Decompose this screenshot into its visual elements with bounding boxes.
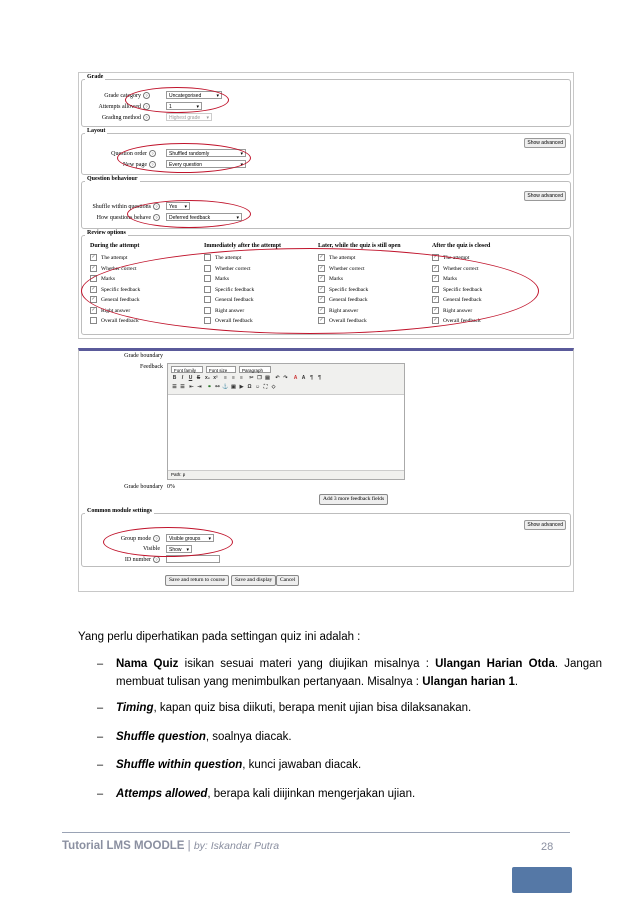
review-option-label: The attempt <box>215 254 242 261</box>
checkbox[interactable]: ✓ <box>319 286 324 292</box>
common-module-settings-section <box>81 508 571 567</box>
review-option-label: Specific feedback <box>329 286 369 293</box>
group-mode-label: Group mode ? <box>90 535 160 542</box>
chevron-down-icon: ▾ <box>186 547 189 553</box>
subscript-icon[interactable]: x₂ <box>204 375 210 381</box>
checkbox[interactable]: ✓ <box>91 276 96 281</box>
checkbox[interactable] <box>204 296 211 303</box>
help-icon[interactable]: ? <box>149 161 156 168</box>
italic-icon[interactable]: I <box>181 375 184 381</box>
html-source-icon[interactable]: ◇ <box>271 384 276 390</box>
checkbox[interactable]: ✓ <box>91 286 96 292</box>
review-option-label: General feedback <box>329 296 368 303</box>
review-option-label: Whether correct <box>329 265 365 272</box>
help-icon[interactable]: ? <box>153 556 160 563</box>
review-column-heading: During the attempt <box>90 243 140 249</box>
review-option-item[interactable] <box>204 307 244 314</box>
attempts-allowed-select[interactable]: 1 ▾ <box>166 102 202 110</box>
cut-icon[interactable]: ✂ <box>249 375 254 381</box>
checkbox[interactable]: ✓ <box>91 265 96 271</box>
review-option-item[interactable] <box>318 286 368 293</box>
save-display-button[interactable]: Save and display <box>231 575 276 586</box>
review-option-label: Specific feedback <box>215 286 255 293</box>
checkbox[interactable]: ✓ <box>433 307 438 313</box>
help-icon[interactable]: ? <box>143 103 150 110</box>
redo-icon[interactable]: ↷ <box>283 375 288 381</box>
link-icon[interactable]: ⚭ <box>207 384 212 390</box>
numbered-list-icon[interactable]: ☰ <box>180 384 185 390</box>
bullet-dash: – <box>97 759 104 771</box>
bullet-nama-quiz-line2: membuat tulisan yang menimbulkan pertanyaan. Misalnya : Ulangan harian 1. <box>116 676 519 688</box>
checkbox[interactable]: ✓ <box>433 286 438 292</box>
review-option-label: Marks <box>215 275 230 282</box>
review-option-item[interactable] <box>432 275 457 282</box>
review-option-item[interactable] <box>204 254 241 261</box>
bold-icon[interactable]: B <box>172 375 177 381</box>
paste-icon[interactable]: ▤ <box>265 375 270 381</box>
review-option-item[interactable] <box>318 254 355 261</box>
review-option-item[interactable] <box>432 286 482 293</box>
checkbox[interactable]: ✓ <box>433 297 438 302</box>
editor-path: Path: p <box>168 470 404 479</box>
review-column-heading: After the quiz is closed <box>432 243 491 249</box>
bullet-timing: Timing, kapan quiz bisa diikuti, berapa menit ujian bisa dilaksanakan. <box>116 702 472 714</box>
footer-divider <box>62 832 570 833</box>
review-option-item[interactable] <box>204 265 251 272</box>
review-option-item[interactable] <box>318 296 368 303</box>
chevron-down-icon: ▾ <box>216 93 219 99</box>
review-option-item[interactable] <box>90 317 139 324</box>
font-family-select[interactable]: Font family <box>171 366 203 373</box>
chevron-down-icon: ▾ <box>236 215 239 221</box>
review-options-section <box>81 230 571 335</box>
emoticon-icon[interactable]: ☺ <box>254 384 261 390</box>
checkbox[interactable]: ✓ <box>91 307 96 313</box>
help-icon[interactable]: ? <box>153 203 160 210</box>
shuffle-within-select[interactable]: Yes ▾ <box>166 202 190 210</box>
show-advanced-button[interactable]: Show advanced <box>524 138 566 148</box>
review-option-item[interactable] <box>204 275 229 282</box>
fullscreen-icon[interactable]: ⛶ <box>263 384 268 390</box>
indent-icon[interactable]: ⇥ <box>197 384 202 390</box>
intro-paragraph: Yang perlu diperhatikan pada settingan quiz ini adalah : <box>78 631 361 643</box>
align-center-icon[interactable]: ≡ <box>232 375 235 381</box>
grade-category-label: Grade category ? <box>90 92 150 99</box>
how-questions-behave-label: How questions behave ? <box>90 214 160 221</box>
grade-section <box>81 74 571 127</box>
ltr-icon[interactable]: ¶ <box>310 375 313 381</box>
layout-legend: Layout <box>87 128 106 134</box>
checkbox[interactable]: ✓ <box>433 265 438 271</box>
grading-method-label: Grading method ? <box>90 114 150 121</box>
question-order-label: Question order ? <box>90 150 156 157</box>
chevron-down-icon: ▾ <box>208 536 211 542</box>
checkbox[interactable] <box>204 254 211 261</box>
chevron-down-icon: ▾ <box>206 115 209 121</box>
new-page-label: New page ? <box>90 161 156 168</box>
checkbox[interactable]: ✓ <box>433 318 438 323</box>
common-module-settings-legend: Common module settings <box>87 508 153 514</box>
attempts-allowed-label: Attempts allowed ? <box>90 103 150 110</box>
chevron-down-icon: ▾ <box>196 104 199 110</box>
footer-title: Tutorial LMS MOODLE | by: Iskandar Putra <box>62 840 280 852</box>
cancel-button[interactable]: Cancel <box>276 575 299 586</box>
media-icon[interactable]: ▶ <box>239 384 244 390</box>
text-color-icon[interactable]: A <box>293 375 298 381</box>
bullet-dash: – <box>97 731 104 743</box>
font-size-select[interactable]: Font size <box>206 366 236 373</box>
copy-icon[interactable]: ❐ <box>257 375 262 381</box>
review-option-item[interactable] <box>204 317 253 324</box>
review-option-label: Overall feedback <box>329 317 367 324</box>
review-options-legend: Review options <box>87 230 126 236</box>
review-column-heading: Immediately after the attempt <box>204 243 282 249</box>
review-option-label: Overall feedback <box>101 317 139 324</box>
review-option-item[interactable] <box>432 307 472 314</box>
review-option-label: General feedback <box>101 296 140 303</box>
help-icon[interactable]: ? <box>153 535 160 542</box>
review-option-label: Right answer <box>101 307 131 314</box>
feedback-editor[interactable] <box>167 363 405 480</box>
bullet-list-icon[interactable]: ☰ <box>172 384 177 390</box>
page-corner-tab <box>512 867 572 893</box>
grading-method-select[interactable]: Highest grade ▾ <box>166 113 212 121</box>
how-questions-behave-select[interactable]: Deferred feedback ▾ <box>166 213 242 221</box>
quiz-settings-screenshot <box>78 72 574 339</box>
new-page-select[interactable]: Every question ▾ <box>166 160 246 168</box>
save-return-button[interactable]: Save and return to course <box>165 575 229 586</box>
bullet-dash: – <box>97 702 104 714</box>
checkbox[interactable]: ✓ <box>91 255 96 260</box>
checkbox[interactable] <box>204 275 211 282</box>
rtl-icon[interactable]: ¶ <box>318 375 321 381</box>
id-number-label: ID number ? <box>90 556 160 563</box>
checkbox[interactable]: ✓ <box>319 276 324 281</box>
grade-category-select[interactable]: Uncategorised ▾ <box>166 91 222 99</box>
id-number-input[interactable] <box>166 555 220 563</box>
checkbox[interactable] <box>204 307 211 314</box>
review-option-item[interactable] <box>318 317 367 324</box>
review-option-label: Marks <box>101 275 116 282</box>
review-option-item[interactable] <box>318 265 365 272</box>
review-option-label: General feedback <box>215 296 254 303</box>
review-option-item[interactable] <box>204 296 254 303</box>
shuffle-within-label: Shuffle within questions ? <box>90 203 160 210</box>
help-icon[interactable]: ? <box>149 150 156 157</box>
question-order-select[interactable]: Shuffled randomly ▾ <box>166 149 246 157</box>
bullet-dash: – <box>97 788 104 800</box>
review-option-item[interactable] <box>90 275 115 282</box>
checkbox[interactable]: ✓ <box>433 255 438 260</box>
review-option-item[interactable] <box>432 254 469 261</box>
layout-section <box>81 128 571 175</box>
background-color-icon[interactable]: A <box>301 375 306 381</box>
review-option-item[interactable] <box>204 286 254 293</box>
review-option-label: The attempt <box>101 254 128 261</box>
review-option-label: The attempt <box>329 254 356 261</box>
review-option-item[interactable] <box>432 317 481 324</box>
bullet-shuffle-within: Shuffle within question, kunci jawaban diacak. <box>116 759 362 771</box>
bullet-shuffle-question: Shuffle question, soalnya diacak. <box>116 731 292 743</box>
review-option-label: Right answer <box>443 307 473 314</box>
checkbox[interactable]: ✓ <box>319 318 324 323</box>
feedback-label: Feedback <box>140 364 163 370</box>
review-option-label: Marks <box>329 275 344 282</box>
review-option-label: Overall feedback <box>443 317 481 324</box>
unlink-icon[interactable]: ⚯ <box>215 384 220 390</box>
checkbox[interactable]: ✓ <box>91 297 96 302</box>
review-option-item[interactable] <box>90 286 140 293</box>
page-number: 28 <box>541 841 554 853</box>
checkbox[interactable] <box>204 317 211 324</box>
bullet-nama-quiz: Nama Quiz isikan sesuai materi yang diujikan misalnya : Ulangan Harian Otda. Jangan <box>116 658 602 670</box>
grade-legend: Grade <box>87 74 104 80</box>
review-option-label: Overall feedback <box>215 317 253 324</box>
grade-boundary-top-label: Grade boundary <box>124 353 163 359</box>
review-option-item[interactable] <box>432 265 479 272</box>
strikethrough-icon[interactable]: S <box>196 375 201 381</box>
grade-boundary-label: Grade boundary <box>124 484 163 490</box>
special-char-icon[interactable]: Ω <box>247 384 252 390</box>
visible-label: Visible <box>143 546 160 552</box>
checkbox[interactable]: ✓ <box>319 307 324 313</box>
chevron-down-icon: ▾ <box>184 204 187 210</box>
help-icon[interactable]: ? <box>153 214 160 221</box>
checkbox[interactable]: ✓ <box>433 276 438 281</box>
bullet-dash: – <box>97 658 104 670</box>
bullet-attempts-allowed: Attemps allowed, berapa kali diijinkan mengerjakan ujian. <box>116 788 416 800</box>
image-icon[interactable]: ▣ <box>231 384 236 390</box>
paragraph-select[interactable]: Paragraph <box>239 366 271 373</box>
anchor-icon[interactable]: ⚓ <box>222 384 229 390</box>
feedback-settings-screenshot <box>78 348 574 592</box>
review-column-heading: Later, while the quiz is still open <box>318 243 401 249</box>
grade-boundary-value: 0% <box>167 484 175 490</box>
align-left-icon[interactable]: ≡ <box>224 375 227 381</box>
checkbox[interactable] <box>204 286 211 293</box>
review-option-item[interactable] <box>90 296 140 303</box>
review-option-label: Right answer <box>215 307 245 314</box>
undo-icon[interactable]: ↶ <box>275 375 280 381</box>
superscript-icon[interactable]: x² <box>213 375 218 381</box>
review-option-label: Whether correct <box>443 265 479 272</box>
visible-select[interactable]: Show ▾ <box>166 545 192 553</box>
review-option-item[interactable] <box>432 296 482 303</box>
editor-toolbar <box>168 364 404 395</box>
checkbox[interactable]: ✓ <box>319 255 324 260</box>
review-option-label: Specific feedback <box>101 286 141 293</box>
show-advanced-button[interactable]: Show advanced <box>524 520 566 530</box>
review-option-item[interactable] <box>90 265 137 272</box>
review-option-label: The attempt <box>443 254 470 261</box>
align-right-icon[interactable]: ≡ <box>240 375 243 381</box>
review-option-label: Whether correct <box>101 265 137 272</box>
show-advanced-button[interactable]: Show advanced <box>524 191 566 201</box>
checkbox[interactable] <box>204 265 211 272</box>
checkbox[interactable]: ✓ <box>319 265 324 271</box>
underline-icon[interactable]: U <box>188 375 193 381</box>
review-option-item[interactable] <box>90 254 127 261</box>
question-behaviour-legend: Question behaviour <box>87 176 138 182</box>
outdent-icon[interactable]: ⇤ <box>189 384 194 390</box>
help-icon[interactable]: ? <box>143 114 150 121</box>
review-option-item[interactable] <box>90 307 130 314</box>
review-option-item[interactable] <box>318 307 358 314</box>
review-option-label: Specific feedback <box>443 286 483 293</box>
review-option-label: Marks <box>443 275 458 282</box>
review-option-label: Right answer <box>329 307 359 314</box>
checkbox[interactable] <box>90 317 97 324</box>
checkbox[interactable]: ✓ <box>319 297 324 302</box>
group-mode-select[interactable]: Visible groups ▾ <box>166 534 214 542</box>
question-behaviour-section <box>81 176 571 229</box>
review-option-item[interactable] <box>318 275 343 282</box>
review-option-label: Whether correct <box>215 265 251 272</box>
review-option-label: General feedback <box>443 296 482 303</box>
chevron-down-icon: ▾ <box>240 162 243 168</box>
chevron-down-icon: ▾ <box>240 151 243 157</box>
add-feedback-fields-button[interactable]: Add 3 more feedback fields <box>319 494 388 505</box>
help-icon[interactable]: ? <box>143 92 150 99</box>
